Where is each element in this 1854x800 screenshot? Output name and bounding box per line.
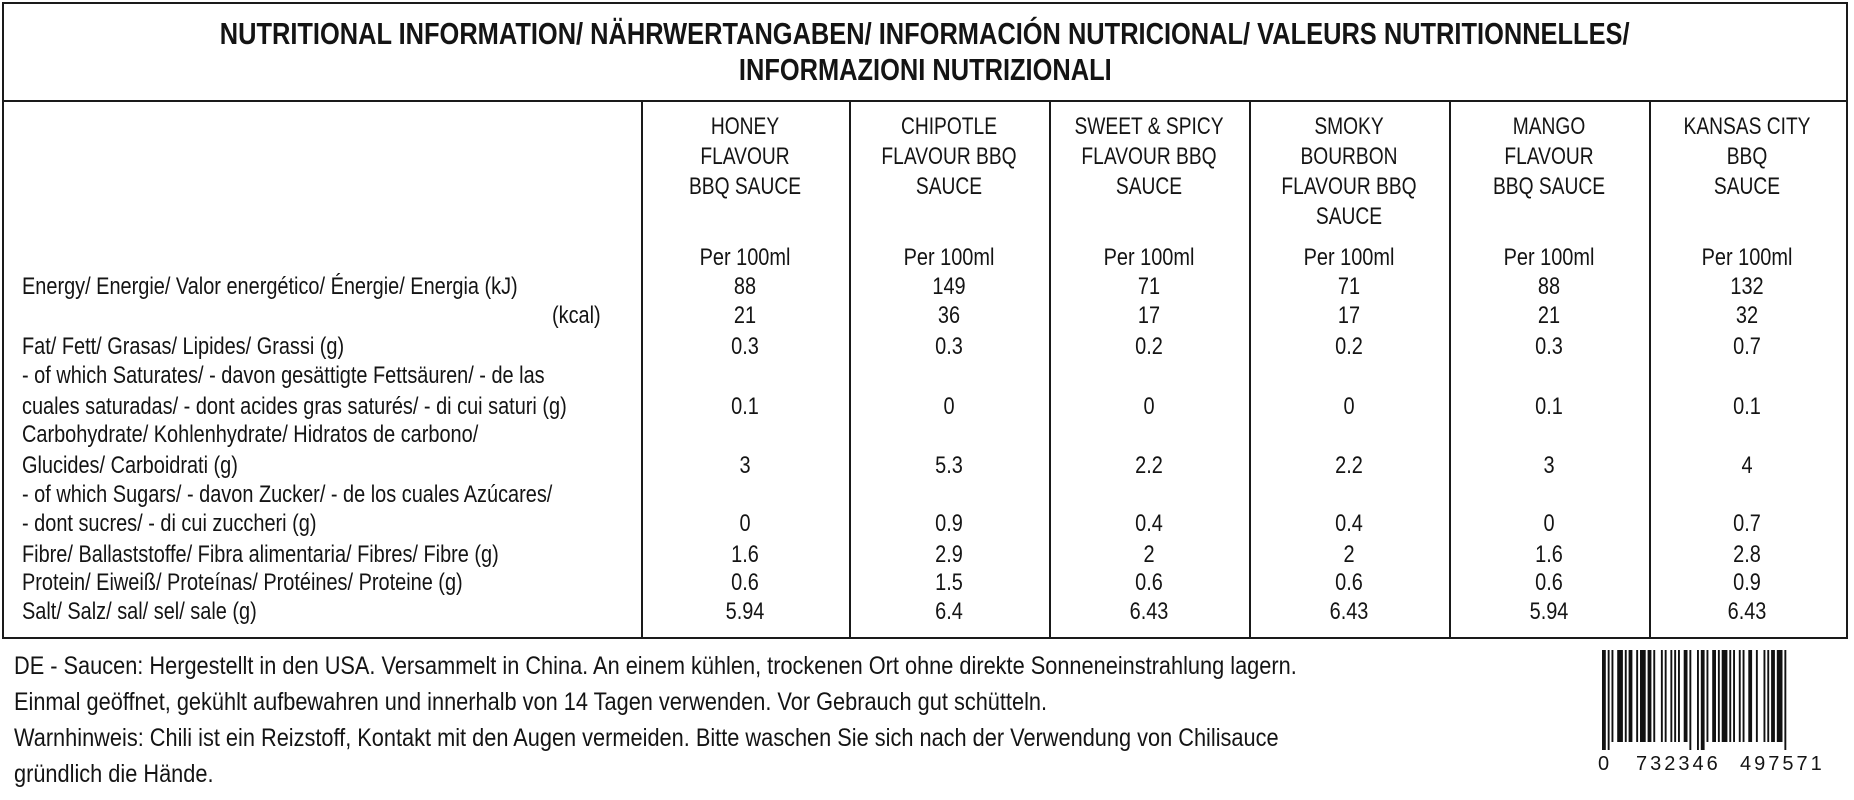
nutrient-value: 0.4 — [1335, 510, 1363, 537]
barcode-bar — [1653, 650, 1655, 742]
footer-notes — [14, 648, 1584, 792]
column-header: SMOKY BOURBON FLAVOUR BBQ SAUCE — [1281, 113, 1417, 230]
column-divider — [1449, 102, 1451, 637]
nutrient-value: 88 — [733, 273, 757, 300]
barcode-bar — [1784, 650, 1786, 750]
nutrient-value: 0.6 — [1135, 569, 1163, 596]
nutrient-label: Energy/ Energie/ Valor energético/ Énergie/ Energia (kJ) — [22, 273, 518, 300]
nutrient-label: - of which Sugars/ - davon Zucker/ - de los cuales Azúcares/ — [22, 481, 553, 508]
nutrient-value: 0 — [1343, 393, 1355, 420]
footer-line-4: gründlich die Hände. — [14, 760, 214, 788]
per-100ml-label: Per 100ml — [699, 244, 791, 271]
nutrient-value: 0.1 — [731, 393, 759, 420]
barcode-bar — [1629, 650, 1633, 742]
title-line-2: INFORMAZIONI NUTRIZIONALI — [738, 52, 1112, 87]
nutrient-value: 0.2 — [1335, 333, 1363, 360]
nutrient-value: 21 — [733, 302, 757, 329]
barcode-bar — [1756, 650, 1758, 742]
nutrient-value: 0 — [943, 393, 955, 420]
barcode-bar — [1684, 650, 1688, 742]
barcode-bar — [1665, 650, 1667, 742]
nutrient-value: 2 — [1143, 541, 1155, 568]
column-header: MANGO FLAVOUR BBQ SAUCE — [1492, 113, 1606, 200]
barcode-bar — [1748, 650, 1752, 742]
nutrient-value: 17 — [1337, 302, 1361, 329]
nutrient-value: 36 — [937, 302, 961, 329]
nutrient-value: 5.94 — [725, 598, 765, 625]
nutrient-value: 0.7 — [1733, 510, 1761, 537]
per-100ml-label: Per 100ml — [1303, 244, 1395, 271]
nutrient-value: 132 — [1730, 273, 1764, 300]
column-divider — [849, 102, 851, 637]
title-banner — [4, 4, 1846, 102]
column-divider — [1049, 102, 1051, 637]
nutrient-value: 0.4 — [1135, 510, 1163, 537]
nutrient-label: Fibre/ Ballaststoffe/ Fibra alimentaria/ Fibres/ Fibre (g) — [22, 541, 499, 568]
nutrient-value: 0 — [1143, 393, 1155, 420]
nutrient-label: - of which Saturates/ - davon gesättigte Fettsäuren/ - de las — [22, 362, 545, 389]
barcode-bar — [1625, 650, 1627, 742]
nutrient-value: 0.6 — [731, 569, 759, 596]
barcode-bar — [1733, 650, 1735, 742]
barcode-bar — [1674, 650, 1676, 742]
nutrient-value: 0.2 — [1135, 333, 1163, 360]
barcode-bar — [1718, 650, 1720, 742]
nutrient-value: 5.94 — [1529, 598, 1569, 625]
barcode-bar — [1712, 650, 1716, 742]
nutrient-value: 0.6 — [1535, 569, 1563, 596]
per-100ml-label: Per 100ml — [903, 244, 995, 271]
barcode-bar — [1771, 650, 1775, 742]
nutrient-value: 1.5 — [935, 569, 963, 596]
barcode-bar — [1739, 650, 1741, 742]
nutrient-value: 21 — [1537, 302, 1561, 329]
nutrient-label: cuales saturadas/ - dont acides gras saturés/ - di cui saturi (g) — [22, 393, 567, 420]
barcode-bar — [1743, 650, 1745, 742]
nutrient-label: Carbohydrate/ Kohlenhydrate/ Hidratos de carbono/ — [22, 421, 479, 448]
nutrient-value: 0.3 — [731, 333, 759, 360]
nutrient-value: 1.6 — [731, 541, 759, 568]
barcode-number-system: 0 — [1598, 753, 1610, 775]
nutrient-value: 0.1 — [1535, 393, 1563, 420]
nutrient-value: 4 — [1741, 452, 1753, 479]
nutrient-value: 1.6 — [1535, 541, 1563, 568]
nutrient-value: 3 — [1543, 452, 1555, 479]
barcode-bar — [1697, 650, 1699, 750]
nutrient-label: Glucides/ Carboidrati (g) — [22, 452, 238, 479]
nutrient-value: 0.9 — [1733, 569, 1761, 596]
barcode-bar — [1670, 650, 1672, 742]
nutrient-label: Salt/ Salz/ sal/ sel/ sale (g) — [22, 598, 257, 625]
per-100ml-label: Per 100ml — [1103, 244, 1195, 271]
nutrient-value: 32 — [1735, 302, 1759, 329]
barcode-bar — [1764, 650, 1766, 742]
nutrient-value: 71 — [1337, 273, 1361, 300]
column-divider — [641, 102, 643, 637]
footer-line-1: DE - Saucen: Hergestellt in den USA. Versammelt in China. An einem kühlen, trockenen Ort ohne direkte Sonneneinstrahlung lagern. — [14, 652, 1297, 680]
column-divider — [1649, 102, 1651, 637]
nutrient-value: 2 — [1343, 541, 1355, 568]
nutrient-value: 6.43 — [1129, 598, 1169, 625]
nutrient-value: 0.7 — [1733, 333, 1761, 360]
barcode-bar — [1612, 650, 1614, 742]
barcode-left-digits: 732346 — [1636, 753, 1721, 775]
nutrient-value: 2.9 — [935, 541, 963, 568]
nutrient-value: 17 — [1137, 302, 1161, 329]
barcode-bar — [1648, 650, 1652, 742]
barcode-bar — [1608, 650, 1610, 750]
nutrient-value: 88 — [1537, 273, 1561, 300]
barcode-bar — [1661, 650, 1663, 742]
per-100ml-label: Per 100ml — [1701, 244, 1793, 271]
nutrient-value: 0.3 — [935, 333, 963, 360]
nutrient-label: (kcal) — [552, 302, 601, 329]
nutrient-value: 2.2 — [1335, 452, 1363, 479]
nutrient-value: 6.4 — [935, 598, 963, 625]
per-100ml-label: Per 100ml — [1503, 244, 1595, 271]
nutrient-value: 5.3 — [935, 452, 963, 479]
nutrient-label: - dont sucres/ - di cui zuccheri (g) — [22, 510, 317, 537]
nutrient-value: 3 — [739, 452, 751, 479]
nutrition-label — [2, 2, 1848, 639]
footer-line-2: Einmal geöffnet, gekühlt aufbewahren und innerhalb von 14 Tagen verwenden. Vor Gebrauch gut schütteln. — [14, 688, 1048, 716]
column-header: CHIPOTLE FLAVOUR BBQ SAUCE — [881, 113, 1017, 200]
nutrition-table — [4, 102, 1846, 637]
title-line-1: NUTRITIONAL INFORMATION/ NÄHRWERTANGABEN/ INFORMACIÓN NUTRICIONAL/ VALEURS NUTRITIONNELLES/ — [220, 16, 1630, 51]
column-header: HONEY FLAVOUR BBQ SAUCE — [688, 113, 802, 200]
column-divider — [1249, 102, 1251, 637]
barcode-bar — [1617, 650, 1623, 742]
barcode-bar — [1689, 650, 1691, 750]
barcode-bar — [1707, 650, 1709, 742]
nutrient-value: 71 — [1137, 273, 1161, 300]
nutrient-value: 0 — [739, 510, 751, 537]
nutrient-value: 0.6 — [1335, 569, 1363, 596]
barcode — [1598, 650, 1848, 790]
barcode-bar — [1767, 650, 1769, 742]
nutrient-value: 0.1 — [1733, 393, 1761, 420]
column-header: KANSAS CITY BBQ SAUCE — [1683, 113, 1811, 200]
nutrient-value: 2.2 — [1135, 452, 1163, 479]
barcode-bars — [1598, 650, 1848, 750]
barcode-bar — [1678, 650, 1680, 742]
nutrient-label: Protein/ Eiweiß/ Proteínas/ Protéines/ Proteine (g) — [22, 569, 463, 596]
nutrient-value: 0.3 — [1535, 333, 1563, 360]
barcode-bar — [1729, 650, 1731, 742]
barcode-bar — [1777, 650, 1783, 742]
barcode-bar — [1722, 650, 1728, 742]
nutrient-value: 6.43 — [1727, 598, 1767, 625]
barcode-bar — [1640, 650, 1646, 742]
barcode-right-digits: 497571 — [1740, 753, 1825, 775]
barcode-bar — [1701, 650, 1705, 750]
nutrient-value: 6.43 — [1329, 598, 1369, 625]
nutrient-value: 2.8 — [1733, 541, 1761, 568]
nutrient-value: 0 — [1543, 510, 1555, 537]
barcode-bar — [1636, 650, 1638, 742]
barcode-bar — [1602, 650, 1606, 750]
nutrient-label: Fat/ Fett/ Grasas/ Lipides/ Grassi (g) — [22, 333, 345, 360]
nutrient-value: 149 — [932, 273, 966, 300]
nutrient-value: 0.9 — [935, 510, 963, 537]
footer-line-3: Warnhinweis: Chili ist ein Reizstoff, Kontakt mit den Augen vermeiden. Bitte waschen Sie sich nach der Verwendung von Chilisauce — [14, 724, 1279, 752]
column-header: SWEET & SPICY FLAVOUR BBQ SAUCE — [1074, 113, 1224, 200]
